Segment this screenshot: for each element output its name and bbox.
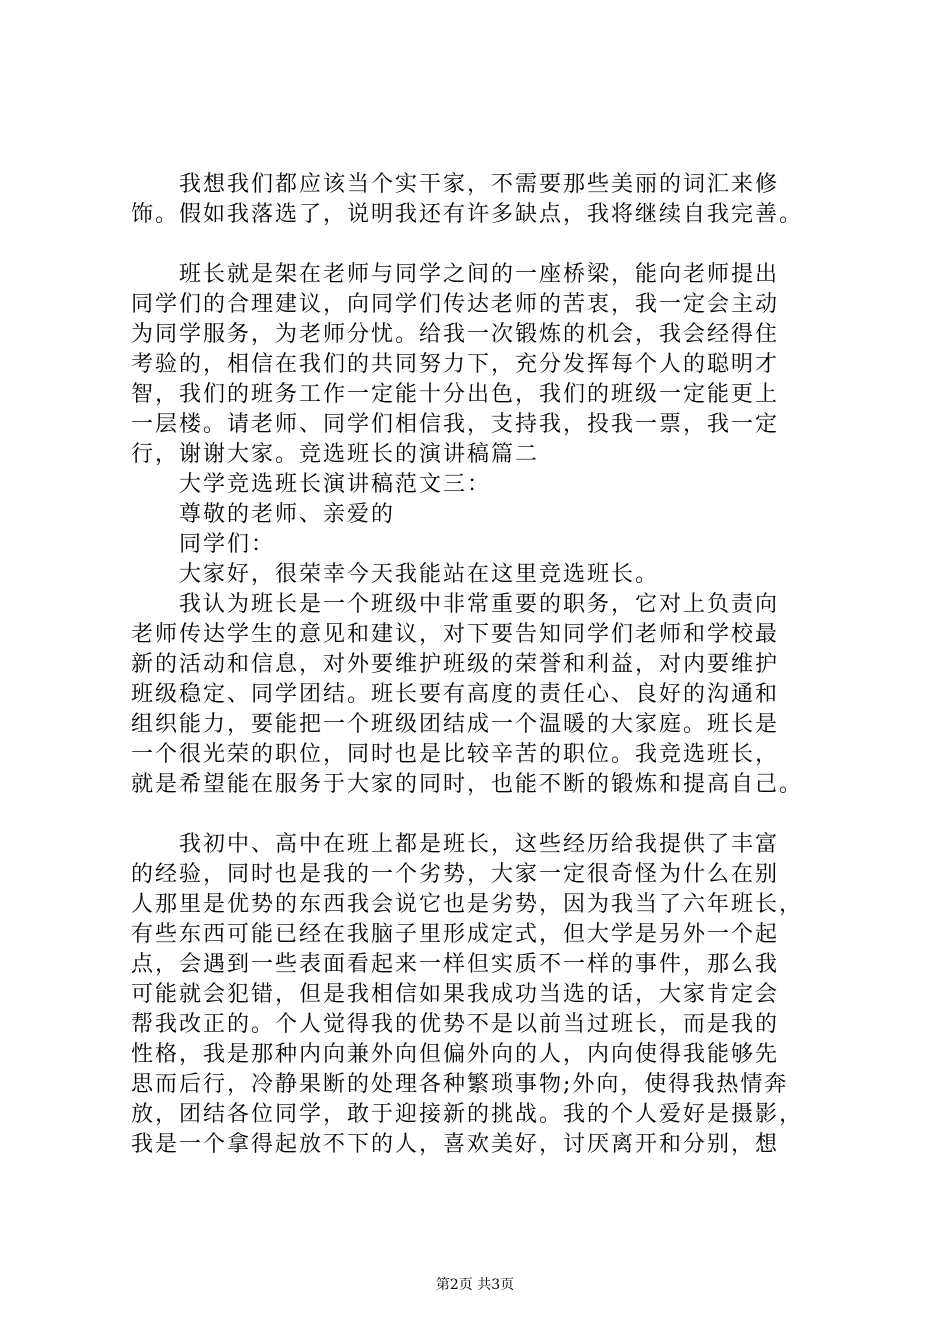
- page-footer: 第2页 共3页: [435, 1277, 515, 1293]
- text-line: 班级稳定、同学团结。班长要有高度的责任心、良好的沟通和: [131, 682, 780, 707]
- text-line: 同学们的合理建议，向同学们传达老师的苦衷，我一定会主动: [131, 292, 780, 317]
- text-line: 班长就是架在老师与同学之间的一座桥梁，能向老师提出: [131, 262, 780, 287]
- text-line: 我认为班长是一个班级中非常重要的职务，它对上负责向: [131, 592, 780, 617]
- text-line: 大家好，很荣幸今天我能站在这里竞选班长。: [131, 562, 660, 587]
- text-line: 一层楼。请老师、同学们相信我，支持我，投我一票，我一定: [131, 412, 780, 437]
- text-line: 放，团结各位同学，敢于迎接新的挑战。我的个人爱好是摄影，: [131, 1102, 804, 1127]
- text-line: 同学们：: [131, 532, 276, 557]
- text-line: 思而后行，冷静果断的处理各种繁琐事物;外向，使得我热情奔: [131, 1072, 789, 1097]
- paragraph-gap: [131, 230, 831, 260]
- text-line: 智，我们的班务工作一定能十分出色，我们的班级一定能更上: [131, 382, 780, 407]
- document-body: [131, 170, 831, 1160]
- text-line: 我想我们都应该当个实干家，不需要那些美丽的词汇来修: [131, 172, 780, 197]
- text-line: 性格，我是那种内向兼外向但偏外向的人，内向使得我能够先: [131, 1042, 780, 1067]
- text-line: 一个很光荣的职位，同时也是比较辛苦的职位。我竞选班长，: [131, 742, 780, 767]
- text-line: 尊敬的老师、亲爱的: [131, 502, 396, 527]
- text-line: 就是希望能在服务于大家的同时，也能不断的锻炼和提高自己。: [131, 772, 804, 797]
- text-line: 行，谢谢大家。竞选班长的演讲稿篇二: [131, 442, 540, 467]
- text-line: 人那里是优势的东西我会说它也是劣势，因为我当了六年班长，: [131, 892, 804, 917]
- text-line: 新的活动和信息，对外要维护班级的荣誉和利益，对内要维护: [131, 652, 780, 677]
- text-line: 老师传达学生的意见和建议，对下要告知同学们老师和学校最: [131, 622, 780, 647]
- text-line: 我初中、高中在班上都是班长，这些经历给我提供了丰富: [131, 832, 780, 857]
- paragraph-gap: [131, 800, 831, 830]
- text-line: 我是一个拿得起放不下的人，喜欢美好，讨厌离开和分别，想: [131, 1132, 780, 1157]
- text-line: 组织能力，要能把一个班级团结成一个温暖的大家庭。班长是: [131, 712, 780, 737]
- text-line: 考验的，相信在我们的共同努力下，充分发挥每个人的聪明才: [131, 352, 780, 377]
- text-line: 帮我改正的。个人觉得我的优势不是以前当过班长，而是我的: [131, 1012, 780, 1037]
- text-line: 为同学服务，为老师分忧。给我一次锻炼的机会，我会经得住: [131, 322, 780, 347]
- text-line: 大学竞选班长演讲稿范文三：: [131, 472, 492, 497]
- text-line: 点，会遇到一些表面看起来一样但实质不一样的事件，那么我: [131, 952, 780, 977]
- text-line: 可能就会犯错，但是我相信如果我成功当选的话，大家肯定会: [131, 982, 780, 1007]
- text-line: 有些东西可能已经在我脑子里形成定式，但大学是另外一个起: [131, 922, 780, 947]
- text-line: 饰。假如我落选了，说明我还有许多缺点，我将继续自我完善。: [131, 202, 804, 227]
- text-line: 的经验，同时也是我的一个劣势，大家一定很奇怪为什么在别: [131, 862, 780, 887]
